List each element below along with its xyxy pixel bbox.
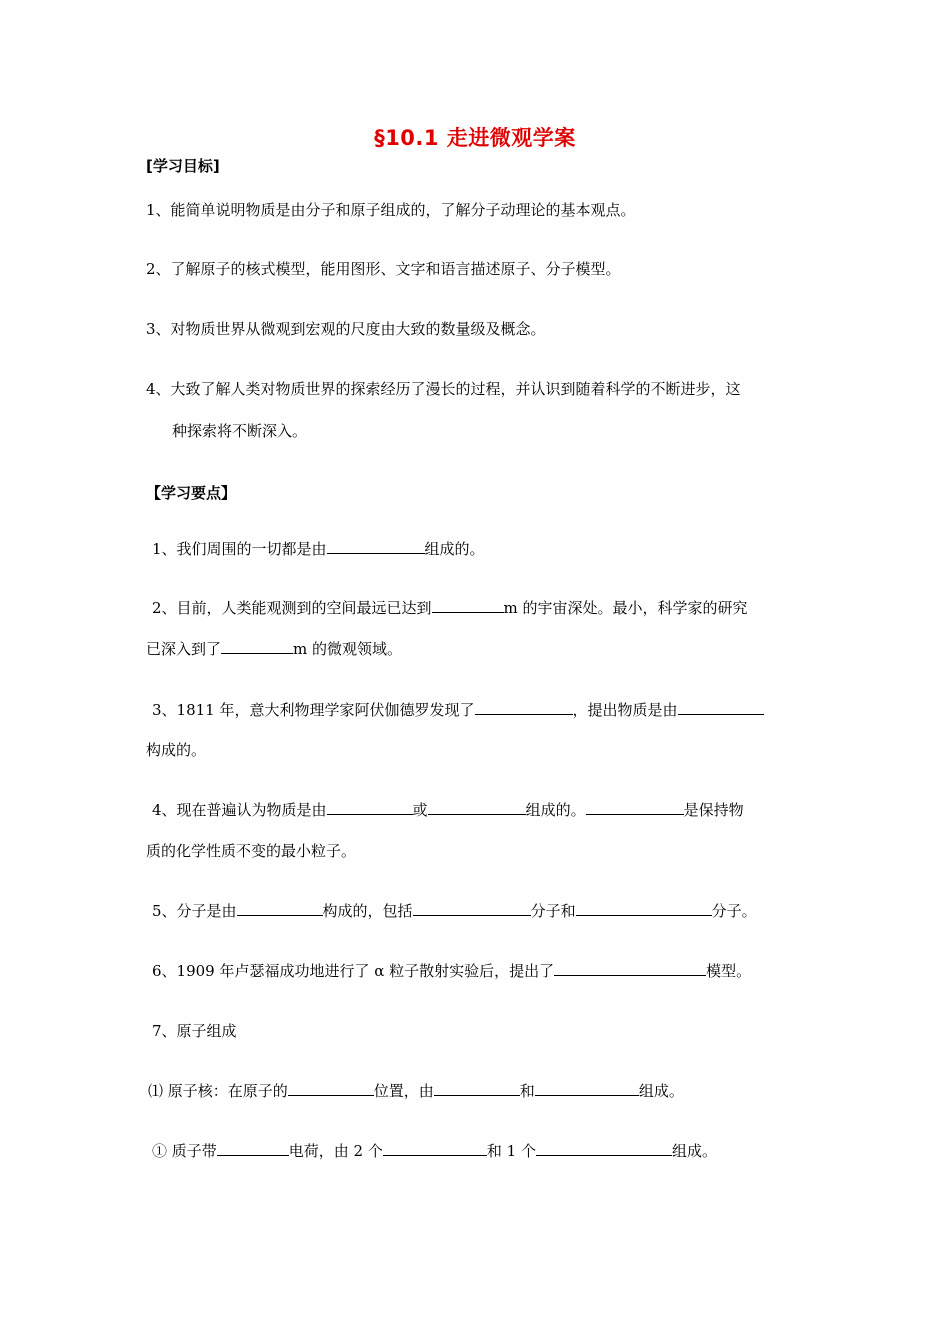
question-text: 位置，由 [373, 1082, 434, 1100]
question-5 [152, 900, 757, 922]
answer-blank[interactable] [678, 699, 764, 715]
question-2-continued [146, 638, 402, 660]
keypoints-heading: 【学习要点】 [146, 484, 237, 502]
question-text: 和 [519, 1082, 535, 1100]
document-title: §10.1 走进微观学案 [374, 126, 576, 150]
question-text: 或 [412, 801, 428, 819]
question-7 [152, 1020, 237, 1042]
answer-blank[interactable] [327, 799, 413, 815]
answer-blank[interactable] [428, 799, 526, 815]
objective-item: 4、大致了解人类对物质世界的探索经历了漫长的过程，并认识到随着科学的不断进步，这 [146, 380, 741, 398]
answer-blank[interactable] [576, 900, 712, 916]
answer-blank[interactable] [432, 597, 504, 613]
question-text: ① 质子带 [152, 1142, 217, 1160]
answer-blank[interactable] [383, 1140, 487, 1156]
question-8 [148, 1080, 684, 1102]
question-text: 分子。 [711, 902, 757, 920]
question-text: 4、现在普遍认为物质是由 [152, 801, 327, 819]
question-text: 是保持物 [683, 801, 744, 819]
question-text: 2、目前，人类能观测到的空间最远已达到 [152, 599, 432, 617]
question-text: m 的宇宙深处。最小，科学家的研究 [503, 599, 748, 617]
question-3-continued [146, 739, 206, 761]
question-4-continued [146, 840, 356, 862]
answer-blank[interactable] [554, 960, 706, 976]
question-text: 分子和 [530, 902, 576, 920]
question-1 [152, 538, 485, 560]
question-text: 模型。 [706, 962, 752, 980]
question-text: 5、分子是由 [152, 902, 237, 920]
question-text: 1、我们周围的一切都是由 [152, 540, 327, 558]
question-text: 已深入到了 [146, 640, 222, 658]
answer-blank[interactable] [475, 699, 573, 715]
answer-blank[interactable] [221, 638, 293, 654]
question-text: 组成的。 [525, 801, 586, 819]
question-9 [152, 1140, 717, 1162]
question-text: 构成的，包括 [322, 902, 413, 920]
objective-item: 1、能简单说明物质是由分子和原子组成的，了解分子动理论的基本观点。 [146, 201, 636, 219]
question-text: 组成的。 [424, 540, 485, 558]
question-text: m 的微观领域。 [293, 640, 403, 658]
question-text: 3、1811 年，意大利物理学家阿伏伽德罗发现了 [152, 701, 475, 719]
objective-item: 3、对物质世界从微观到宏观的尺度由大致的数量级及概念。 [146, 320, 546, 338]
objective-item-continued: 种探索将不断深入。 [172, 422, 308, 440]
question-6 [152, 960, 751, 982]
answer-blank[interactable] [536, 1140, 672, 1156]
answer-blank[interactable] [413, 900, 531, 916]
answer-blank[interactable] [535, 1080, 639, 1096]
question-text: 6、1909 年卢瑟福成功地进行了 α 粒子散射实验后，提出了 [152, 962, 555, 980]
question-text: 组成。 [638, 1082, 684, 1100]
answer-blank[interactable] [586, 799, 684, 815]
question-3 [152, 699, 764, 721]
answer-blank[interactable] [327, 538, 425, 554]
question-text: 7、原子组成 [152, 1022, 237, 1040]
question-4 [152, 799, 744, 821]
answer-blank[interactable] [288, 1080, 374, 1096]
question-text: 组成。 [671, 1142, 717, 1160]
question-text: 电荷，由 2 个 [288, 1142, 383, 1160]
objectives-heading: [学习目标] [146, 157, 220, 175]
question-text: 构成的。 [146, 741, 207, 759]
question-text: 和 1 个 [486, 1142, 536, 1160]
answer-blank[interactable] [237, 900, 323, 916]
question-text: 质的化学性质不变的最小粒子。 [146, 842, 357, 860]
answer-blank[interactable] [434, 1080, 520, 1096]
question-text: ⑴ 原子核：在原子的 [148, 1082, 288, 1100]
question-text: ，提出物质是由 [572, 701, 678, 719]
question-2 [152, 597, 748, 619]
objective-item: 2、了解原子的核式模型，能用图形、文字和语言描述原子、分子模型。 [146, 260, 621, 278]
answer-blank[interactable] [217, 1140, 289, 1156]
